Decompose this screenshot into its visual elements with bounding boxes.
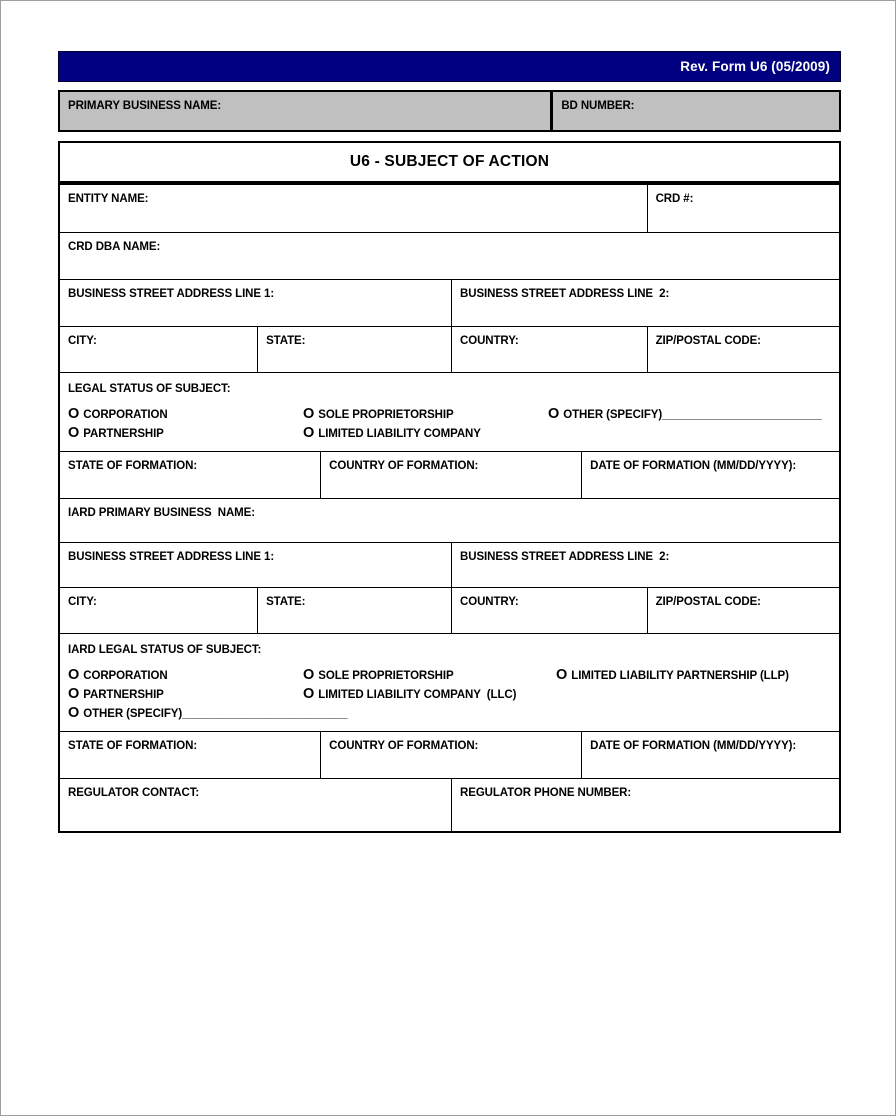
iard-other-specify-label: OTHER (SPECIFY)	[83, 708, 183, 720]
legal-status-option-line-2	[68, 427, 831, 441]
radio-option-partnership[interactable]	[68, 427, 303, 441]
radio-icon[interactable]: O	[68, 406, 80, 422]
crd-number-label: CRD #:	[655, 193, 694, 205]
radio-icon[interactable]: O	[68, 425, 80, 441]
legal-status-heading: LEGAL STATUS OF SUBJECT:	[68, 383, 231, 395]
iard-radio-option-sole-proprietorship[interactable]	[303, 669, 548, 683]
address-line2-field[interactable]	[451, 280, 839, 326]
iard-address-line2-label: BUSINESS STREET ADDRESS LINE 2:	[460, 551, 670, 563]
iard-legal-status-heading: IARD LEGAL STATUS OF SUBJECT:	[68, 644, 262, 656]
iard-legal-status-option-line-1	[68, 669, 831, 683]
iard-state-field[interactable]	[257, 588, 451, 633]
bd-number-label: BD NUMBER:	[561, 100, 635, 112]
iard-address-line2-field[interactable]	[451, 543, 839, 587]
top-bar	[58, 90, 841, 132]
iard-legal-status-option-line-2	[68, 688, 831, 702]
radio-option-sole-proprietorship[interactable]	[303, 408, 548, 422]
iard-llp-label: LIMITED LIABILITY PARTNERSHIP (LLP)	[571, 670, 789, 682]
iard-address-line1-field[interactable]	[60, 543, 451, 587]
date-of-formation-label: DATE OF FORMATION (MM/DD/YYYY):	[590, 460, 797, 472]
state-of-formation-label: STATE OF FORMATION:	[68, 460, 198, 472]
country-label: COUNTRY:	[460, 335, 519, 347]
iard-radio-option-partnership[interactable]	[68, 688, 303, 702]
zip-postal-code-field[interactable]	[647, 327, 839, 372]
iard-legal-status-option-line-3	[68, 707, 831, 721]
iard-radio-option-llp[interactable]	[548, 669, 789, 683]
address-line1-field[interactable]	[60, 280, 451, 326]
regulator-contact-label: REGULATOR CONTACT:	[68, 787, 200, 799]
bd-number-field[interactable]	[552, 92, 839, 130]
iard-legal-status-row	[60, 634, 839, 732]
iard-country-label: COUNTRY:	[460, 596, 519, 608]
iard-name-row	[60, 499, 839, 543]
iard-date-of-formation-label: DATE OF FORMATION (MM/DD/YYYY):	[590, 740, 797, 752]
iard-legal-status-section	[60, 634, 839, 731]
primary-business-name-label: PRIMARY BUSINESS NAME:	[68, 100, 222, 112]
iard-llc-label: LIMITED LIABILITY COMPANY (LLC)	[318, 689, 517, 701]
iard-zip-postal-code-label: ZIP/POSTAL CODE:	[655, 596, 761, 608]
iard-country-of-formation-field[interactable]	[320, 732, 581, 778]
iard-sole-proprietorship-label: SOLE PROPRIETORSHIP	[318, 670, 454, 682]
other-specify-label: OTHER (SPECIFY)	[563, 409, 663, 421]
country-of-formation-field[interactable]	[320, 452, 581, 498]
iard-state-label: STATE:	[266, 596, 306, 608]
iard-radio-option-llc[interactable]	[303, 688, 516, 702]
city-row	[60, 327, 839, 373]
iard-state-of-formation-field[interactable]	[60, 732, 320, 778]
legal-status-option-line-1	[68, 408, 831, 422]
iard-radio-option-other[interactable]	[68, 707, 347, 721]
iard-partnership-label: PARTNERSHIP	[83, 689, 164, 701]
radio-icon[interactable]: O	[303, 667, 315, 683]
address-line2-label: BUSINESS STREET ADDRESS LINE 2:	[460, 288, 670, 300]
revision-banner	[58, 51, 841, 82]
iard-formation-row	[60, 732, 839, 779]
entity-name-field[interactable]	[60, 185, 647, 232]
state-of-formation-field[interactable]	[60, 452, 320, 498]
city-label: CITY:	[68, 335, 97, 347]
corporation-label: CORPORATION	[83, 409, 168, 421]
iard-date-of-formation-field[interactable]	[581, 732, 839, 778]
radio-icon[interactable]: O	[303, 425, 315, 441]
iard-primary-business-name-field[interactable]	[60, 499, 839, 542]
crd-number-field[interactable]	[647, 185, 839, 232]
regulator-phone-number-label: REGULATOR PHONE NUMBER:	[460, 787, 632, 799]
iard-address-row	[60, 543, 839, 588]
subject-of-action-form	[58, 141, 841, 833]
date-of-formation-field[interactable]	[581, 452, 839, 498]
iard-radio-option-corporation[interactable]	[68, 669, 303, 683]
regulator-contact-field[interactable]	[60, 779, 451, 831]
radio-icon[interactable]: O	[68, 686, 80, 702]
radio-option-other[interactable]	[548, 408, 821, 422]
address-row	[60, 280, 839, 327]
iard-address-line1-label: BUSINESS STREET ADDRESS LINE 1:	[68, 551, 275, 563]
iard-corporation-label: CORPORATION	[83, 670, 168, 682]
radio-icon[interactable]: O	[303, 686, 315, 702]
zip-postal-code-label: ZIP/POSTAL CODE:	[655, 335, 761, 347]
iard-state-of-formation-label: STATE OF FORMATION:	[68, 740, 198, 752]
radio-icon[interactable]: O	[68, 705, 80, 721]
iard-city-label: CITY:	[68, 596, 97, 608]
city-field[interactable]	[60, 327, 257, 372]
form-title: U6 - SUBJECT OF ACTION	[349, 153, 550, 170]
revision-label: Rev. Form U6 (05/2009)	[680, 59, 830, 74]
radio-icon[interactable]: O	[303, 406, 315, 422]
entity-name-label: ENTITY NAME:	[68, 193, 149, 205]
regulator-row	[60, 779, 839, 831]
radio-option-llc[interactable]	[303, 427, 481, 441]
state-label: STATE:	[266, 335, 306, 347]
primary-business-name-field[interactable]	[60, 92, 552, 130]
legal-status-section	[60, 373, 839, 451]
regulator-phone-number-field[interactable]	[451, 779, 839, 831]
country-of-formation-label: COUNTRY OF FORMATION:	[329, 460, 479, 472]
iard-city-field[interactable]	[60, 588, 257, 633]
legal-status-row	[60, 373, 839, 452]
sole-proprietorship-label: SOLE PROPRIETORSHIP	[318, 409, 454, 421]
iard-country-field[interactable]	[451, 588, 647, 633]
iard-primary-business-name-label: IARD PRIMARY BUSINESS NAME:	[68, 507, 255, 519]
iard-city-row	[60, 588, 839, 634]
radio-icon[interactable]: O	[548, 406, 560, 422]
form-title-row	[60, 143, 839, 185]
crd-dba-name-label: CRD DBA NAME:	[68, 241, 161, 253]
crd-dba-row	[60, 233, 839, 280]
entity-row	[60, 185, 839, 233]
radio-icon[interactable]: O	[68, 667, 80, 683]
country-field[interactable]	[451, 327, 647, 372]
iard-other-specify-line[interactable]: ____________________________	[182, 708, 348, 720]
iard-zip-postal-code-field[interactable]	[647, 588, 839, 633]
partnership-label: PARTNERSHIP	[83, 428, 164, 440]
crd-dba-name-field[interactable]	[60, 233, 839, 279]
state-field[interactable]	[257, 327, 451, 372]
address-line1-label: BUSINESS STREET ADDRESS LINE 1:	[68, 288, 275, 300]
formation-row	[60, 452, 839, 499]
radio-option-corporation[interactable]	[68, 408, 303, 422]
llc-label: LIMITED LIABILITY COMPANY	[318, 428, 481, 440]
iard-country-of-formation-label: COUNTRY OF FORMATION:	[329, 740, 479, 752]
other-specify-line[interactable]: ___________________________	[662, 409, 822, 421]
radio-icon[interactable]: O	[556, 667, 568, 683]
